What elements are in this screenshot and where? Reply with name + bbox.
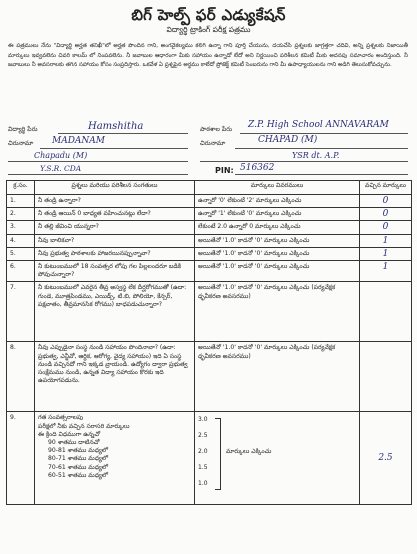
row-question: నీ తండ్రి ఉన్నారా? bbox=[35, 195, 195, 208]
row-number: 1. bbox=[7, 195, 35, 208]
table-row bbox=[7, 261, 412, 282]
school-name-underline bbox=[240, 133, 408, 134]
row9-line: ఈ క్రింది విధముగా ఉన్నచో bbox=[38, 430, 101, 438]
pin-value: 516362 bbox=[240, 163, 275, 173]
table-row bbox=[7, 195, 412, 208]
row-number: 9. bbox=[7, 412, 35, 505]
row-number: 4. bbox=[7, 234, 35, 247]
scale-value: 1.0 bbox=[198, 480, 208, 488]
questions-table bbox=[6, 180, 412, 505]
address-line-left: Chapadu (M) bbox=[34, 151, 88, 160]
row-number: 5. bbox=[7, 247, 35, 260]
row9-line: పరీక్షలో నీకు వచ్చిన సరాసరి మార్కులు bbox=[38, 422, 130, 430]
village-underline bbox=[40, 148, 188, 149]
row-marks-details: అయితేనో '1.0' కాదనో '0' మార్కులు ఎక్కించు bbox=[195, 261, 360, 282]
row9-line: 80-71 శాతము మధ్యలో bbox=[48, 455, 109, 463]
scale-value: 3.0 bbox=[198, 416, 208, 424]
scale-bracket bbox=[215, 418, 221, 490]
row-marks-obtained: 0 bbox=[360, 221, 412, 234]
table-row bbox=[7, 234, 412, 247]
header-serial: క్ర.సం. bbox=[7, 181, 35, 195]
address-line-right: YSR dt. A.P. bbox=[292, 151, 340, 160]
row-marks-obtained: 1 bbox=[360, 261, 412, 282]
row-marks-obtained: 0 bbox=[360, 208, 412, 221]
row-number: 7. bbox=[7, 282, 35, 342]
table-row bbox=[7, 208, 412, 221]
intro-paragraph: ఈ పత్రములు నేను "విద్యార్థి అర్హత తనిఖీ"లో అర్హత పొందిన గాని, అంగవైకల్యము కలిగి ఉన్నా గాని పూర్తి చేయును, దయచేసి ప్రశ్నలకు జాగ్రత్తగా చదివి, అన్ని ప్రశ్నలకు నిజాయితీ మార్కులు ఇవ్వవలెను చివరి కాలమ్ లో నింపవలెను. నీ జవాబుల ఆధారంగా మీకు సహాయం ఉన్నాడో లేదో అని నిర్ణయించి పరిశీలన కమిటీ మీకు అదనపు సమాచారం అందిస్తుంది. నీ జవాబులు నీ అవసరాలకు తగిన సహాయం కోసం సంప్రదిస్తారు. ఒకవేళ ఏ ప్రశ్నపైన అర్థము కాలేదో ప్రోజెక్ట్ కమిటీ సెంబరును గాని మీ ఉపాధ్యాయులను గాని అడిగి తెలుసుకోవచ్చును. bbox=[8, 43, 408, 69]
row-marks-obtained bbox=[360, 282, 412, 342]
address-line-left-underline bbox=[8, 161, 188, 162]
document-subtitle: విద్యార్థి ట్రాకింగ్ పరీక్ష పత్రము bbox=[166, 25, 251, 34]
district-line-underline bbox=[8, 174, 188, 175]
row-question-list bbox=[35, 412, 195, 505]
table-row bbox=[7, 412, 412, 505]
student-name-value: Hamshitha bbox=[88, 121, 144, 132]
row-marks-obtained: 2.5 bbox=[360, 412, 412, 505]
scale-value: 2.5 bbox=[198, 432, 208, 440]
header-marks-details: మార్కులు వివరములు bbox=[195, 181, 360, 195]
table-header-row bbox=[7, 181, 412, 195]
table-row bbox=[7, 282, 412, 342]
district-line: Y.S.R. CDA bbox=[40, 164, 82, 173]
row9-line: 60-51 శాతము మధ్యలో bbox=[48, 471, 109, 479]
school-name-value: Z.P. High School ANNAVARAM bbox=[248, 120, 389, 130]
pin-label: PIN: bbox=[215, 166, 234, 175]
mandal-value: CHAPAD (M) bbox=[258, 135, 318, 145]
row9-line: 70-61 శాతము మధ్యలో bbox=[48, 463, 109, 471]
row-question: నీవు బాలికవా? bbox=[35, 234, 195, 247]
row-marks-scale bbox=[195, 412, 360, 505]
row-number: 2. bbox=[7, 208, 35, 221]
header-question: ప్రశ్నలు మరియు పరిశీలన సంగతులు bbox=[35, 181, 195, 195]
scale-value: 1.5 bbox=[198, 464, 208, 472]
scale-value: 2.0 bbox=[198, 448, 208, 456]
row-marks-details: లేకుంటే 2.0 ఉన్నారో 0 మార్కులు ఎక్కించు bbox=[195, 221, 360, 234]
row-marks-obtained: 0 bbox=[360, 195, 412, 208]
table-row bbox=[7, 221, 412, 234]
row-number: 3. bbox=[7, 221, 35, 234]
student-name-label: విద్యార్థి పేరు bbox=[8, 126, 38, 133]
mandal-label: చిరునామా bbox=[200, 140, 226, 147]
row-question: నీ తండ్రి ఆయిన్ 0 బాధ్యత వహించునట్లు లేదా? bbox=[35, 208, 195, 221]
row-question: నీ తల్లి జీవించి యున్నరా? bbox=[35, 221, 195, 234]
row-question: నీవు ఎప్పుడైనా సంస్థ నుండి సహాయం పొందినావా? (ఉదా: ప్రభుత్వ, ఎన్జీవో, ఆర్థిక, ఆరోగ్య, వైద్య సహాయం) ఇది ఏ సంస్థ నుండి వచ్చినదో గాని ఇక్కడ వ్రాయండి. ఉద్యోగం ద్వారా ప్రభుత్వ సంక్షేమము నుండి, ఉన్నత విద్యా సహాయం కొరకు ఇది ఉపయోగపడును. bbox=[35, 342, 195, 412]
row9-line: గత సంవత్సరాలపు bbox=[38, 414, 84, 422]
row-number: 6. bbox=[7, 261, 35, 282]
row-marks-details: అయితేనో '1.0' కాదనో '0' మార్కులు ఎక్కించు bbox=[195, 247, 360, 260]
mandal-underline bbox=[235, 148, 408, 149]
table-row bbox=[7, 247, 412, 260]
student-name-underline bbox=[58, 133, 188, 134]
document-title: బిగ్ హెల్ప్ ఫర్ ఎడ్యుకేషన్ bbox=[131, 6, 286, 24]
header-marks-obtained: వచ్చిన మార్కులు bbox=[360, 181, 412, 195]
row-question: నీ కుటుంబములో 18 సంవత్సర లోపు గల పిల్లలందరూ బడికి పోవుచున్నారా? bbox=[35, 261, 195, 282]
row-marks-details: అయితేనో '1.0' కాదనో '0' మార్కులు ఎక్కించు (పర్యవేక్షక ధృవీకరణ అవసరము) bbox=[195, 282, 360, 342]
school-name-label: పాఠశాల పేరు bbox=[200, 126, 233, 133]
table-row bbox=[7, 342, 412, 412]
scale-label: మార్కులు ఎక్కించు bbox=[226, 448, 272, 456]
row-marks-obtained: 1 bbox=[360, 247, 412, 260]
row-question: నీ కుటుంబములో ఎవరైన తీవ్ర అస్వస్థ లేక దీర్ఘరోగముతో (ఉదా: గుండె, మూత్రపిండము, ఎయిడ్స్, టి.బి, పోలియో, కేన్సర్, పక్షవాతం, తీవ్రమానసిక రోగము) బాధపడుచున్నారా? bbox=[35, 282, 195, 342]
row-marks-obtained: 1 bbox=[360, 234, 412, 247]
row-marks-details: అయితేనో '1.0' కాదనో '0' మార్కులు ఎక్కించు bbox=[195, 234, 360, 247]
marks-scale bbox=[198, 414, 356, 502]
village-label: చిరునామా bbox=[8, 140, 34, 147]
pin-underline bbox=[235, 174, 408, 175]
row9-line: 90-81 శాతము మధ్యలో bbox=[48, 447, 109, 455]
row-marks-details: ఉన్నారో '1' లేకుంటే '0' మార్కులు ఎక్కించు bbox=[195, 208, 360, 221]
row-number: 8. bbox=[7, 342, 35, 412]
row9-line: 90 శాతము దాటినచో bbox=[48, 439, 100, 447]
row-marks-details: అయితేనో '1.0' కాదనో '0' మార్కులు ఎక్కించు (పర్యవేక్షక ధృవీకరణ అవసరము) bbox=[195, 342, 360, 412]
row-marks-obtained bbox=[360, 342, 412, 412]
village-value: MADANAM bbox=[52, 136, 106, 146]
row-marks-details: ఉన్నారో '0' లేకుంటే '2' మార్కులు ఎక్కించు bbox=[195, 195, 360, 208]
row-question: నీవు ప్రభుత్వ పాఠశాలకు హాజరయినప్పున్నావా? bbox=[35, 247, 195, 260]
address-line-right-underline bbox=[200, 161, 408, 162]
